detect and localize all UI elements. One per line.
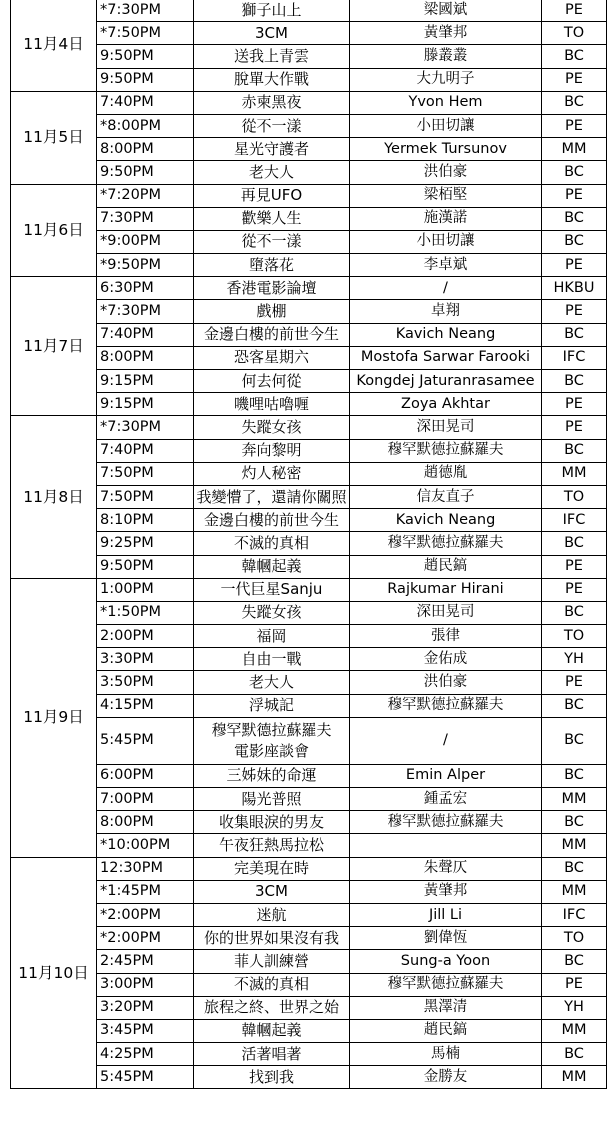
- film-title-cell: 脫單大作戰: [194, 68, 350, 91]
- time-cell: *1:50PM: [97, 601, 194, 624]
- director-cell: 黃肇邦: [350, 880, 542, 903]
- director-cell: Emin Alper: [350, 764, 542, 787]
- time-cell: 9:50PM: [97, 555, 194, 578]
- venue-cell: MM: [542, 1019, 607, 1042]
- director-cell: 鍾孟宏: [350, 788, 542, 811]
- time-cell: *7:30PM: [97, 0, 194, 22]
- venue-cell: PE: [542, 68, 607, 91]
- time-cell: 1:00PM: [97, 578, 194, 601]
- film-title-cell: 奔向黎明: [194, 439, 350, 462]
- time-cell: 7:40PM: [97, 323, 194, 346]
- table-row: [11, 114, 607, 137]
- time-cell: *7:50PM: [97, 22, 194, 45]
- table-row: [11, 207, 607, 230]
- film-title-cell: 3CM: [194, 880, 350, 903]
- venue-cell: BC: [542, 857, 607, 880]
- table-row: [11, 834, 607, 857]
- venue-cell: BC: [542, 601, 607, 624]
- director-cell: 穆罕默德拉蘇羅夫: [350, 973, 542, 996]
- director-cell: 劉偉恆: [350, 927, 542, 950]
- director-cell: 卓翔: [350, 300, 542, 323]
- film-title-cell: 找到我: [194, 1066, 350, 1089]
- venue-cell: BC: [542, 230, 607, 253]
- table-row: [11, 532, 607, 555]
- film-title-cell: 戲棚: [194, 300, 350, 323]
- film-title-cell: 活著唱著: [194, 1043, 350, 1066]
- table-row: [11, 578, 607, 601]
- film-title-cell: 三姊妹的命運: [194, 764, 350, 787]
- table-row: [11, 138, 607, 161]
- venue-cell: PE: [542, 973, 607, 996]
- time-cell: 3:30PM: [97, 648, 194, 671]
- director-cell: 穆罕默德拉蘇羅夫: [350, 532, 542, 555]
- time-cell: 7:30PM: [97, 207, 194, 230]
- venue-cell: MM: [542, 138, 607, 161]
- time-cell: 8:00PM: [97, 138, 194, 161]
- film-title-line: 穆罕默德拉蘇羅夫: [211, 720, 332, 739]
- film-title-cell: 韓幗起義: [194, 555, 350, 578]
- director-cell: 金勝友: [350, 1066, 542, 1089]
- table-row: [11, 68, 607, 91]
- film-title-cell: 赤柬黑夜: [194, 91, 350, 114]
- film-title-cell: 福岡: [194, 625, 350, 648]
- film-title-cell: 午夜狂熱馬拉松: [194, 834, 350, 857]
- date-cell: 11月8日: [11, 416, 97, 578]
- table-row: [11, 300, 607, 323]
- time-cell: 6:30PM: [97, 277, 194, 300]
- table-row: [11, 0, 607, 22]
- film-title-cell: 迷航: [194, 903, 350, 926]
- time-cell: 6:00PM: [97, 764, 194, 787]
- table-row: [11, 717, 607, 764]
- venue-cell: PE: [542, 416, 607, 439]
- venue-cell: BC: [542, 694, 607, 717]
- table-row: [11, 648, 607, 671]
- film-title-cell: 星光守護者: [194, 138, 350, 161]
- venue-cell: MM: [542, 1066, 607, 1089]
- time-cell: *7:30PM: [97, 416, 194, 439]
- date-cell: 11月9日: [11, 578, 97, 857]
- venue-cell: MM: [542, 788, 607, 811]
- time-cell: *8:00PM: [97, 114, 194, 137]
- venue-cell: MM: [542, 462, 607, 485]
- venue-cell: HKBU: [542, 277, 607, 300]
- time-cell: 9:15PM: [97, 393, 194, 416]
- venue-cell: PE: [542, 300, 607, 323]
- director-cell: /: [350, 277, 542, 300]
- venue-cell: TO: [542, 625, 607, 648]
- director-cell: 小田切讓: [350, 114, 542, 137]
- director-cell: 梁栢堅: [350, 184, 542, 207]
- film-title-cell: 完美現在時: [194, 857, 350, 880]
- director-cell: 信友直子: [350, 485, 542, 508]
- table-row: [11, 161, 607, 184]
- table-row: [11, 764, 607, 787]
- director-cell: 張律: [350, 625, 542, 648]
- venue-cell: PE: [542, 184, 607, 207]
- table-row: [11, 880, 607, 903]
- table-row: [11, 184, 607, 207]
- table-row: [11, 393, 607, 416]
- time-cell: 2:45PM: [97, 950, 194, 973]
- venue-cell: BC: [542, 532, 607, 555]
- director-cell: 黑澤清: [350, 996, 542, 1019]
- time-cell: 7:00PM: [97, 788, 194, 811]
- table-row: [11, 601, 607, 624]
- venue-cell: BC: [542, 950, 607, 973]
- venue-cell: PE: [542, 114, 607, 137]
- table-row: [11, 950, 607, 973]
- table-row: [11, 230, 607, 253]
- venue-cell: BC: [542, 45, 607, 68]
- film-title-cell: 灼人秘密: [194, 462, 350, 485]
- table-row: [11, 811, 607, 834]
- venue-cell: BC: [542, 161, 607, 184]
- venue-cell: MM: [542, 834, 607, 857]
- table-row: [11, 254, 607, 277]
- venue-cell: BC: [542, 717, 607, 764]
- table-row: [11, 1019, 607, 1042]
- film-title-cell: 旅程之終、世界之始: [194, 996, 350, 1019]
- time-cell: 8:10PM: [97, 509, 194, 532]
- table-row: [11, 973, 607, 996]
- film-title-cell: 不滅的真相: [194, 532, 350, 555]
- time-cell: *9:50PM: [97, 254, 194, 277]
- table-row: [11, 439, 607, 462]
- film-title-line: 電影座談會: [233, 741, 309, 760]
- time-cell: 3:20PM: [97, 996, 194, 1019]
- time-cell: *2:00PM: [97, 903, 194, 926]
- director-cell: 李卓斌: [350, 254, 542, 277]
- table-row: [11, 927, 607, 950]
- time-cell: 4:25PM: [97, 1043, 194, 1066]
- time-cell: 3:00PM: [97, 973, 194, 996]
- director-cell: [350, 834, 542, 857]
- film-title-cell: 金邊白樓的前世今生: [194, 323, 350, 346]
- venue-cell: BC: [542, 764, 607, 787]
- director-cell: 穆罕默德拉蘇羅夫: [350, 811, 542, 834]
- film-title-cell: 送我上青雲: [194, 45, 350, 68]
- director-cell: 洪伯豪: [350, 671, 542, 694]
- film-title-cell: 失蹤女孩: [194, 601, 350, 624]
- film-title-cell: 墮落花: [194, 254, 350, 277]
- venue-cell: BC: [542, 439, 607, 462]
- time-cell: *1:45PM: [97, 880, 194, 903]
- director-cell: Mostofa Sarwar Farooki: [350, 346, 542, 369]
- venue-cell: PE: [542, 555, 607, 578]
- venue-cell: BC: [542, 323, 607, 346]
- time-cell: 9:50PM: [97, 68, 194, 91]
- director-cell: 金佑成: [350, 648, 542, 671]
- time-cell: 7:40PM: [97, 439, 194, 462]
- film-title-cell: 老大人: [194, 671, 350, 694]
- time-cell: 7:40PM: [97, 91, 194, 114]
- table-row: [11, 1043, 607, 1066]
- director-cell: Kavich Neang: [350, 509, 542, 532]
- film-title-cell: 韓幗起義: [194, 1019, 350, 1042]
- film-title-cell: 再見UFO: [194, 184, 350, 207]
- director-cell: 深田晃司: [350, 416, 542, 439]
- table-row: [11, 45, 607, 68]
- date-cell: 11月6日: [11, 184, 97, 277]
- table-row: [11, 555, 607, 578]
- film-title-cell: 何去何從: [194, 370, 350, 393]
- director-cell: 黃肇邦: [350, 22, 542, 45]
- table-row: [11, 857, 607, 880]
- time-cell: *7:20PM: [97, 184, 194, 207]
- director-cell: Kavich Neang: [350, 323, 542, 346]
- venue-cell: TO: [542, 485, 607, 508]
- time-cell: 9:25PM: [97, 532, 194, 555]
- film-title-cell: 3CM: [194, 22, 350, 45]
- director-cell: 施漢諾: [350, 207, 542, 230]
- venue-cell: BC: [542, 91, 607, 114]
- time-cell: 5:45PM: [97, 717, 194, 764]
- director-cell: Yermek Tursunov: [350, 138, 542, 161]
- director-cell: Zoya Akhtar: [350, 393, 542, 416]
- table-row: [11, 509, 607, 532]
- time-cell: 2:00PM: [97, 625, 194, 648]
- director-cell: 趙民鎬: [350, 555, 542, 578]
- film-title-cell: 老大人: [194, 161, 350, 184]
- director-cell: 梁國斌: [350, 0, 542, 22]
- director-cell: /: [350, 717, 542, 764]
- date-cell: 11月4日: [11, 0, 97, 91]
- table-row: [11, 416, 607, 439]
- venue-cell: MM: [542, 880, 607, 903]
- table-row: [11, 903, 607, 926]
- table-row: [11, 1066, 607, 1089]
- screening-schedule-table: [10, 0, 607, 1089]
- film-title-cell: 一代巨星Sanju: [194, 578, 350, 601]
- venue-cell: BC: [542, 1043, 607, 1066]
- table-row: [11, 996, 607, 1019]
- film-title-cell: 從不一漾: [194, 114, 350, 137]
- director-cell: 穆罕默德拉蘇羅夫: [350, 439, 542, 462]
- date-cell: 11月10日: [11, 857, 97, 1089]
- director-cell: 滕叢叢: [350, 45, 542, 68]
- time-cell: 7:50PM: [97, 462, 194, 485]
- time-cell: *7:30PM: [97, 300, 194, 323]
- director-cell: Kongdej Jaturanrasamee: [350, 370, 542, 393]
- time-cell: 8:00PM: [97, 346, 194, 369]
- table-row: [11, 485, 607, 508]
- table-row: [11, 91, 607, 114]
- film-title-cell: 香港電影論壇: [194, 277, 350, 300]
- director-cell: 馬楠: [350, 1043, 542, 1066]
- film-title-cell: 獅子山上: [194, 0, 350, 22]
- table-row: [11, 788, 607, 811]
- time-cell: 5:45PM: [97, 1066, 194, 1089]
- director-cell: 洪伯豪: [350, 161, 542, 184]
- time-cell: *10:00PM: [97, 834, 194, 857]
- time-cell: 7:50PM: [97, 485, 194, 508]
- director-cell: 穆罕默德拉蘇羅夫: [350, 694, 542, 717]
- table-row: [11, 462, 607, 485]
- film-title-cell: 恐客星期六: [194, 346, 350, 369]
- venue-cell: IFC: [542, 903, 607, 926]
- film-title-cell: 陽光普照: [194, 788, 350, 811]
- film-title-cell: 你的世界如果沒有我: [194, 927, 350, 950]
- film-title-cell: [194, 717, 350, 764]
- venue-cell: IFC: [542, 346, 607, 369]
- film-title-cell: 菲人訓練營: [194, 950, 350, 973]
- director-cell: 朱聲仄: [350, 857, 542, 880]
- director-cell: Sung-a Yoon: [350, 950, 542, 973]
- time-cell: 9:50PM: [97, 161, 194, 184]
- venue-cell: PE: [542, 671, 607, 694]
- table-row: [11, 22, 607, 45]
- film-title-cell: 歡樂人生: [194, 207, 350, 230]
- film-title-cell: 嘰哩咕嚕喱: [194, 393, 350, 416]
- venue-cell: BC: [542, 811, 607, 834]
- time-cell: 9:50PM: [97, 45, 194, 68]
- venue-cell: PE: [542, 254, 607, 277]
- table-row: [11, 671, 607, 694]
- venue-cell: IFC: [542, 509, 607, 532]
- date-cell: 11月7日: [11, 277, 97, 416]
- table-row: [11, 346, 607, 369]
- director-cell: 大九明子: [350, 68, 542, 91]
- venue-cell: BC: [542, 370, 607, 393]
- time-cell: *9:00PM: [97, 230, 194, 253]
- director-cell: 深田晃司: [350, 601, 542, 624]
- time-cell: *2:00PM: [97, 927, 194, 950]
- film-title-cell: 金邊白樓的前世今生: [194, 509, 350, 532]
- time-cell: 3:45PM: [97, 1019, 194, 1042]
- venue-cell: PE: [542, 0, 607, 22]
- director-cell: Rajkumar Hirani: [350, 578, 542, 601]
- director-cell: 趙民鎬: [350, 1019, 542, 1042]
- time-cell: 12:30PM: [97, 857, 194, 880]
- table-row: [11, 370, 607, 393]
- venue-cell: TO: [542, 927, 607, 950]
- director-cell: 趙德胤: [350, 462, 542, 485]
- time-cell: 8:00PM: [97, 811, 194, 834]
- film-title-cell: 不滅的真相: [194, 973, 350, 996]
- director-cell: Jill Li: [350, 903, 542, 926]
- venue-cell: PE: [542, 393, 607, 416]
- film-title-cell: 浮城記: [194, 694, 350, 717]
- venue-cell: PE: [542, 578, 607, 601]
- venue-cell: YH: [542, 648, 607, 671]
- schedule-body: [11, 0, 607, 1089]
- film-title-cell: 從不一漾: [194, 230, 350, 253]
- time-cell: 4:15PM: [97, 694, 194, 717]
- film-title-cell: 自由一戰: [194, 648, 350, 671]
- venue-cell: BC: [542, 207, 607, 230]
- film-title-cell: 收集眼淚的男友: [194, 811, 350, 834]
- table-row: [11, 323, 607, 346]
- table-row: [11, 694, 607, 717]
- director-cell: 小田切讓: [350, 230, 542, 253]
- venue-cell: YH: [542, 996, 607, 1019]
- time-cell: 3:50PM: [97, 671, 194, 694]
- table-row: [11, 625, 607, 648]
- table-row: [11, 277, 607, 300]
- time-cell: 9:15PM: [97, 370, 194, 393]
- director-cell: Yvon Hem: [350, 91, 542, 114]
- film-title-cell: 我變懵了，還請你關照: [194, 485, 350, 508]
- venue-cell: TO: [542, 22, 607, 45]
- date-cell: 11月5日: [11, 91, 97, 184]
- film-title-cell: 失蹤女孩: [194, 416, 350, 439]
